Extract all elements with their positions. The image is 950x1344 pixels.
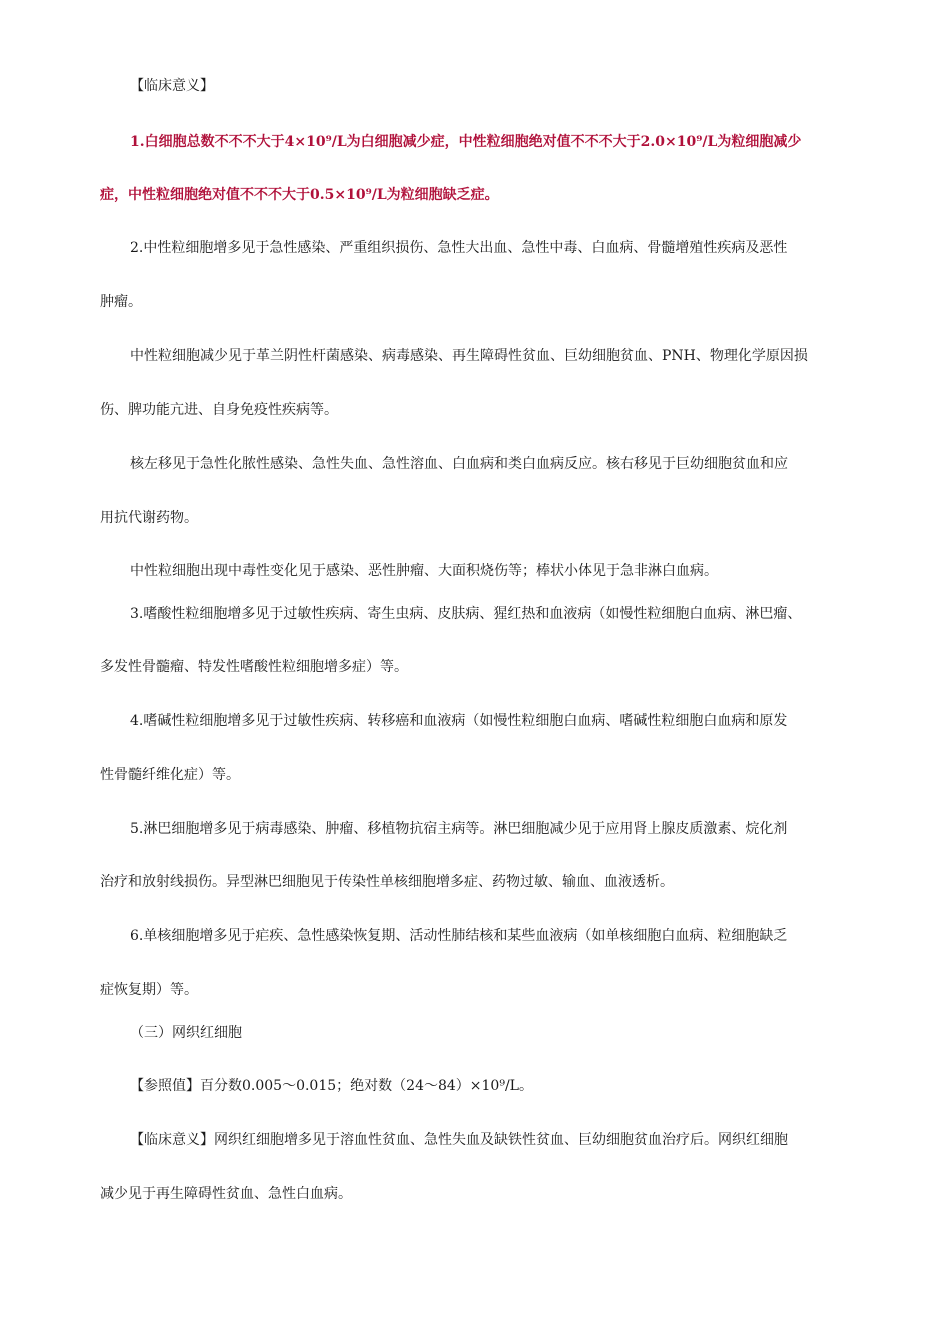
reticulocyte-clinical-line1: 【临床意义】网织红细胞增多见于溶血性贫血、急性失血及缺铁性贫血、巨幼细胞贫血治疗后。网织红细胞 (130, 1132, 788, 1148)
section3-title: （三）网织红细胞 (130, 1025, 242, 1041)
item3-line2: 多发性骨髓瘤、特发性嗜酸性粒细胞增多症）等。 (100, 659, 408, 675)
item5-line2: 治疗和放射线损伤。异型淋巴细胞见于传染性单核细胞增多症、药物过敏、输血、血液透析。 (100, 874, 674, 890)
neutrophil-decrease-line1: 中性粒细胞减少见于革兰阴性杆菌感染、病毒感染、再生障碍性贫血、巨幼细胞贫血、PNH、物理化学原因损 (130, 348, 808, 364)
item5-line1: 5.淋巴细胞增多见于病毒感染、肿瘤、移植物抗宿主病等。淋巴细胞减少见于应用肾上腺皮质激素、烷化剂 (130, 821, 788, 837)
item1-line2: 症，中性粒细胞绝对值不不不大于0.5×10⁹/L为粒细胞缺乏症。 (100, 187, 499, 203)
reference-value: 【参照值】百分数0.005～0.015；绝对数（24～84）×10⁹/L。 (130, 1078, 533, 1094)
item4-line1: 4.嗜碱性粒细胞增多见于过敏性疾病、转移癌和血液病（如慢性粒细胞白血病、嗜碱性粒细胞白血病和原发 (130, 713, 788, 729)
item6-line1: 6.单核细胞增多见于疟疾、急性感染恢复期、活动性肺结核和某些血液病（如单核细胞白血病、粒细胞缺乏 (130, 928, 788, 944)
item2-line1: 2.中性粒细胞增多见于急性感染、严重组织损伤、急性大出血、急性中毒、白血病、骨髓增殖性疾病及恶性 (130, 240, 788, 256)
reticulocyte-clinical-line2: 减少见于再生障碍性贫血、急性白血病。 (100, 1186, 352, 1202)
item3-line1: 3.嗜酸性粒细胞增多见于过敏性疾病、寄生虫病、皮肤病、猩红热和血液病（如慢性粒细胞白血病、淋巴瘤、 (130, 606, 802, 622)
item1-line1: 1.白细胞总数不不不大于4×10⁹/L为白细胞减少症，中性粒细胞绝对值不不不大于2.0×10⁹/L为粒细胞减少 (130, 134, 802, 150)
neutrophil-decrease-line2: 伤、脾功能亢进、自身免疫性疾病等。 (100, 402, 338, 418)
nuclear-shift-line2: 用抗代谢药物。 (100, 510, 198, 526)
nuclear-shift-line1: 核左移见于急性化脓性感染、急性失血、急性溶血、白血病和类白血病反应。核右移见于巨幼细胞贫血和应 (130, 456, 788, 472)
clinical-significance-heading: 【临床意义】 (130, 78, 214, 94)
item6-line2: 症恢复期）等。 (100, 982, 198, 998)
item2-line2: 肿瘤。 (100, 294, 142, 310)
toxic-change-paragraph: 中性粒细胞出现中毒性变化见于感染、恶性肿瘤、大面积烧伤等；棒状小体见于急非淋白血病。 (130, 563, 718, 579)
item4-line2: 性骨髓纤维化症）等。 (100, 767, 240, 783)
